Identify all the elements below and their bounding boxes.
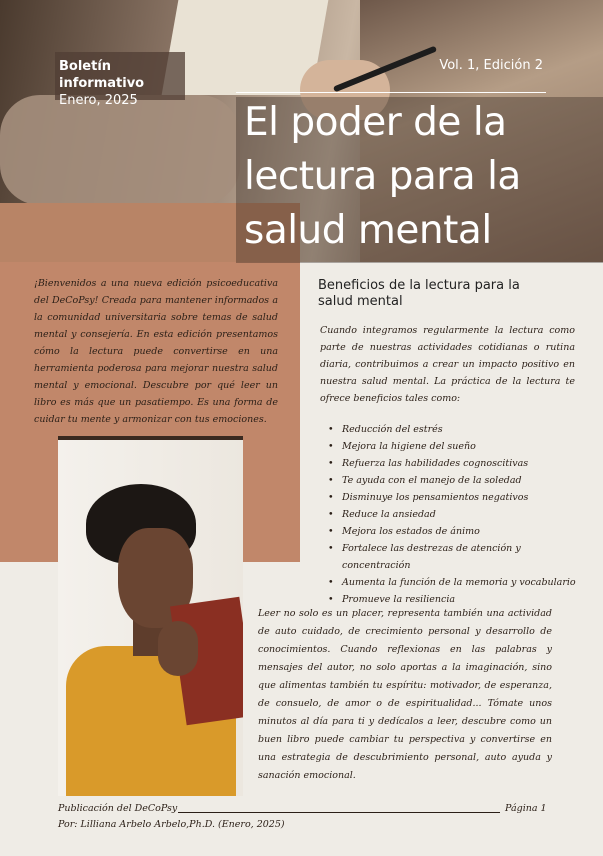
list-item: • Mejora la higiene del sueño: [328, 438, 588, 455]
list-item: • Promueve la resiliencia: [328, 591, 588, 608]
tag-line-2: Enero, 2025: [59, 93, 138, 108]
benefits-list: [328, 421, 588, 608]
edition-label: Vol. 1, Edición 2: [439, 58, 543, 73]
list-item: • Fortalece las destrezas de atención y concentración: [328, 540, 588, 574]
reader-photo: [58, 436, 243, 796]
intro-text: ¡Bienvenidos a una nueva edición psicoeducativa del DeCoPsy! Creada para mantener informados a la comunidad universitaria sobre temas de salud mental y consejería. En esta edición presentamos cómo la lectura puede convertirse en una herramienta poderosa para mejorar nuestra salud mental y emocional. Descubre por qué leer un libro es más que un pasatiempo. Es una forma de cuidar tu mente y armonizar con tus emociones.: [34, 278, 278, 425]
page-number: Página 1: [505, 803, 547, 814]
newsletter-tag: [55, 52, 185, 108]
footer-rule: [178, 812, 500, 813]
list-item: • Aumenta la función de la memoria y vocabulario: [328, 574, 588, 591]
list-item: • Refuerza las habilidades cognoscitivas: [328, 455, 588, 472]
title-rule: [236, 92, 546, 93]
list-item: • Reduce la ansiedad: [328, 506, 588, 523]
page-title: El poder de la lectura para la salud mental: [244, 100, 521, 253]
list-item: • Mejora los estados de ánimo: [328, 523, 588, 540]
footer-author: Por: Lilliana Arbelo Arbelo,Ph.D. (Enero, 2025): [58, 819, 285, 830]
footer-publication: Publicación del DeCoPsy: [58, 803, 178, 814]
list-item: • Te ayuda con el manejo de la soledad: [328, 472, 588, 489]
closing-text: Leer no solo es un placer, representa también una actividad de auto cuidado, de crecimiento personal y desarrollo de conocimientos. Cuando reflexionas en las palabras y mensajes del autor, no solo aportas a la imaginación, sino que alimentas también tu espíritu: motivador, de esperanza, de consuelo, de amor o de espiritualidad... Tómate unos minutos al día para ti y dedícalos a leer, descubre como un buen libro puede cambiar tu perspectiva y convertirse en una estrategia de descubrimiento personal, auto ayuda y sanación emocional.: [258, 608, 552, 781]
tag-line-1: Boletín informativo: [59, 59, 145, 91]
list-item: • Disminuye los pensamientos negativos: [328, 489, 588, 506]
list-item: • Reducción del estrés: [328, 421, 588, 438]
benefits-intro: Cuando integramos regularmente la lectura como parte de nuestras actividades cotidianas o rutina diaria, contribuimos a crear un impacto positivo en nuestra salud mental. La práctica de la lectura te ofrece beneficios tales como:: [320, 325, 575, 404]
benefits-title: Beneficios de la lectura para la salud mental: [318, 278, 520, 309]
